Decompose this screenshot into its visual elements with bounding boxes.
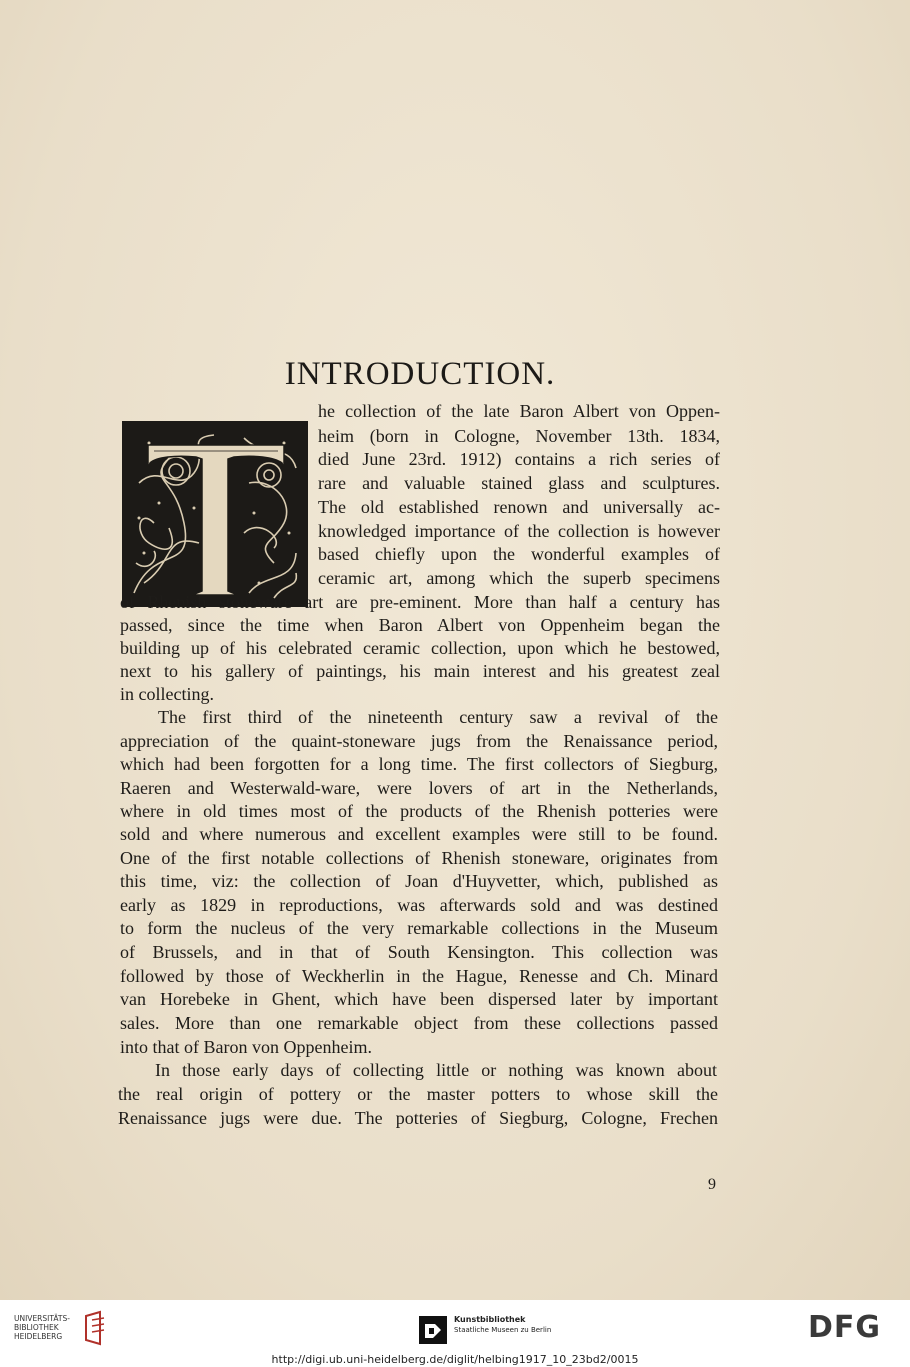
- university-line: HEIDELBERG: [14, 1332, 63, 1341]
- ornamental-initial: [122, 421, 308, 607]
- text-line: died June 23rd. 1912) contains a rich series of: [318, 449, 720, 469]
- text-line: followed by those of Weckherlin in the Hague, Renesse and Ch. Minard: [120, 966, 718, 986]
- text-line: sales. More than one remarkable object from these collections passed: [120, 1013, 718, 1033]
- text-line: of Brussels, and in that of South Kensington. This collection was: [120, 942, 718, 962]
- text-line: knowledged importance of the collection is however: [318, 521, 720, 541]
- dfg-logo: DFG: [808, 1310, 882, 1345]
- text-line: In those early days of collecting little or nothing was known about: [155, 1060, 717, 1080]
- text-line: to form the nucleus of the very remarkable collections in the Museum: [120, 918, 718, 938]
- text-line: The old established renown and universally ac-: [318, 497, 720, 517]
- text-line: building up of his celebrated ceramic collection, upon which he bestowed,: [120, 638, 720, 658]
- text-line: of Rhenish stoneware art are pre-eminent. More than half a century has: [120, 592, 720, 612]
- text-line: rare and valuable stained glass and sculptures.: [318, 473, 720, 493]
- text-line: based chiefly upon the wonderful examples of: [318, 544, 720, 564]
- ornamental-initial-image: [124, 423, 306, 605]
- university-logo-icon: [82, 1310, 108, 1346]
- text-line: ceramic art, among which the superb specimens: [318, 568, 720, 588]
- kunstbibliothek-subtitle: Staatliche Museen zu Berlin: [454, 1326, 552, 1334]
- text-line: next to his gallery of paintings, his main interest and his greatest zeal: [120, 661, 720, 681]
- kunstbibliothek-logo-icon: [419, 1316, 447, 1344]
- text-line: which had been forgotten for a long time. The first collectors of Siegburg,: [120, 754, 718, 774]
- kunstbibliothek-label: [454, 1315, 551, 1334]
- text-line: Raeren and Westerwald-ware, were lovers of art in the Netherlands,: [120, 778, 718, 798]
- university-line: BIBLIOTHEK: [14, 1323, 59, 1332]
- text-line: early as 1829 in reproductions, was afterwards sold and was destined: [120, 895, 718, 915]
- text-line: into that of Baron von Oppenheim.: [120, 1037, 372, 1057]
- text-line: where in old times most of the products of the Rhenish potteries were: [120, 801, 718, 821]
- source-url[interactable]: http://digi.ub.uni-heidelberg.de/diglit/helbing1917_10_23bd2/0015: [271, 1353, 639, 1366]
- page-number: 9: [708, 1176, 716, 1193]
- text-line: this time, viz: the collection of Joan d'Huyvetter, which, published as: [120, 871, 718, 891]
- page-title: INTRODUCTION.: [284, 356, 556, 392]
- text-line: Renaissance jugs were due. The potteries of Siegburg, Cologne, Frechen: [118, 1108, 718, 1128]
- text-line: in collecting.: [120, 684, 214, 704]
- text-line: the real origin of pottery or the master potters to whose skill the: [118, 1084, 718, 1104]
- text-line: appreciation of the quaint-stoneware jugs from the Renaissance period,: [120, 731, 718, 751]
- text-line: heim (born in Cologne, November 13th. 1834,: [318, 426, 720, 446]
- text-line: One of the first notable collections of Rhenish stoneware, originates from: [120, 848, 718, 868]
- text-line: van Horebeke in Ghent, which have been dispersed later by important: [120, 989, 718, 1009]
- university-line: UNIVERSITÄTS-: [14, 1314, 70, 1323]
- text-line: sold and where numerous and excellent examples were still to be found.: [120, 824, 718, 844]
- text-line: The first third of the nineteenth century saw a revival of the: [158, 707, 718, 727]
- viewer-footer: [0, 1300, 910, 1367]
- text-line: he collection of the late Baron Albert von Oppen-: [318, 401, 720, 421]
- text-line: passed, since the time when Baron Albert von Oppenheim began the: [120, 615, 720, 635]
- kunstbibliothek-name: Kunstbibliothek: [454, 1315, 526, 1324]
